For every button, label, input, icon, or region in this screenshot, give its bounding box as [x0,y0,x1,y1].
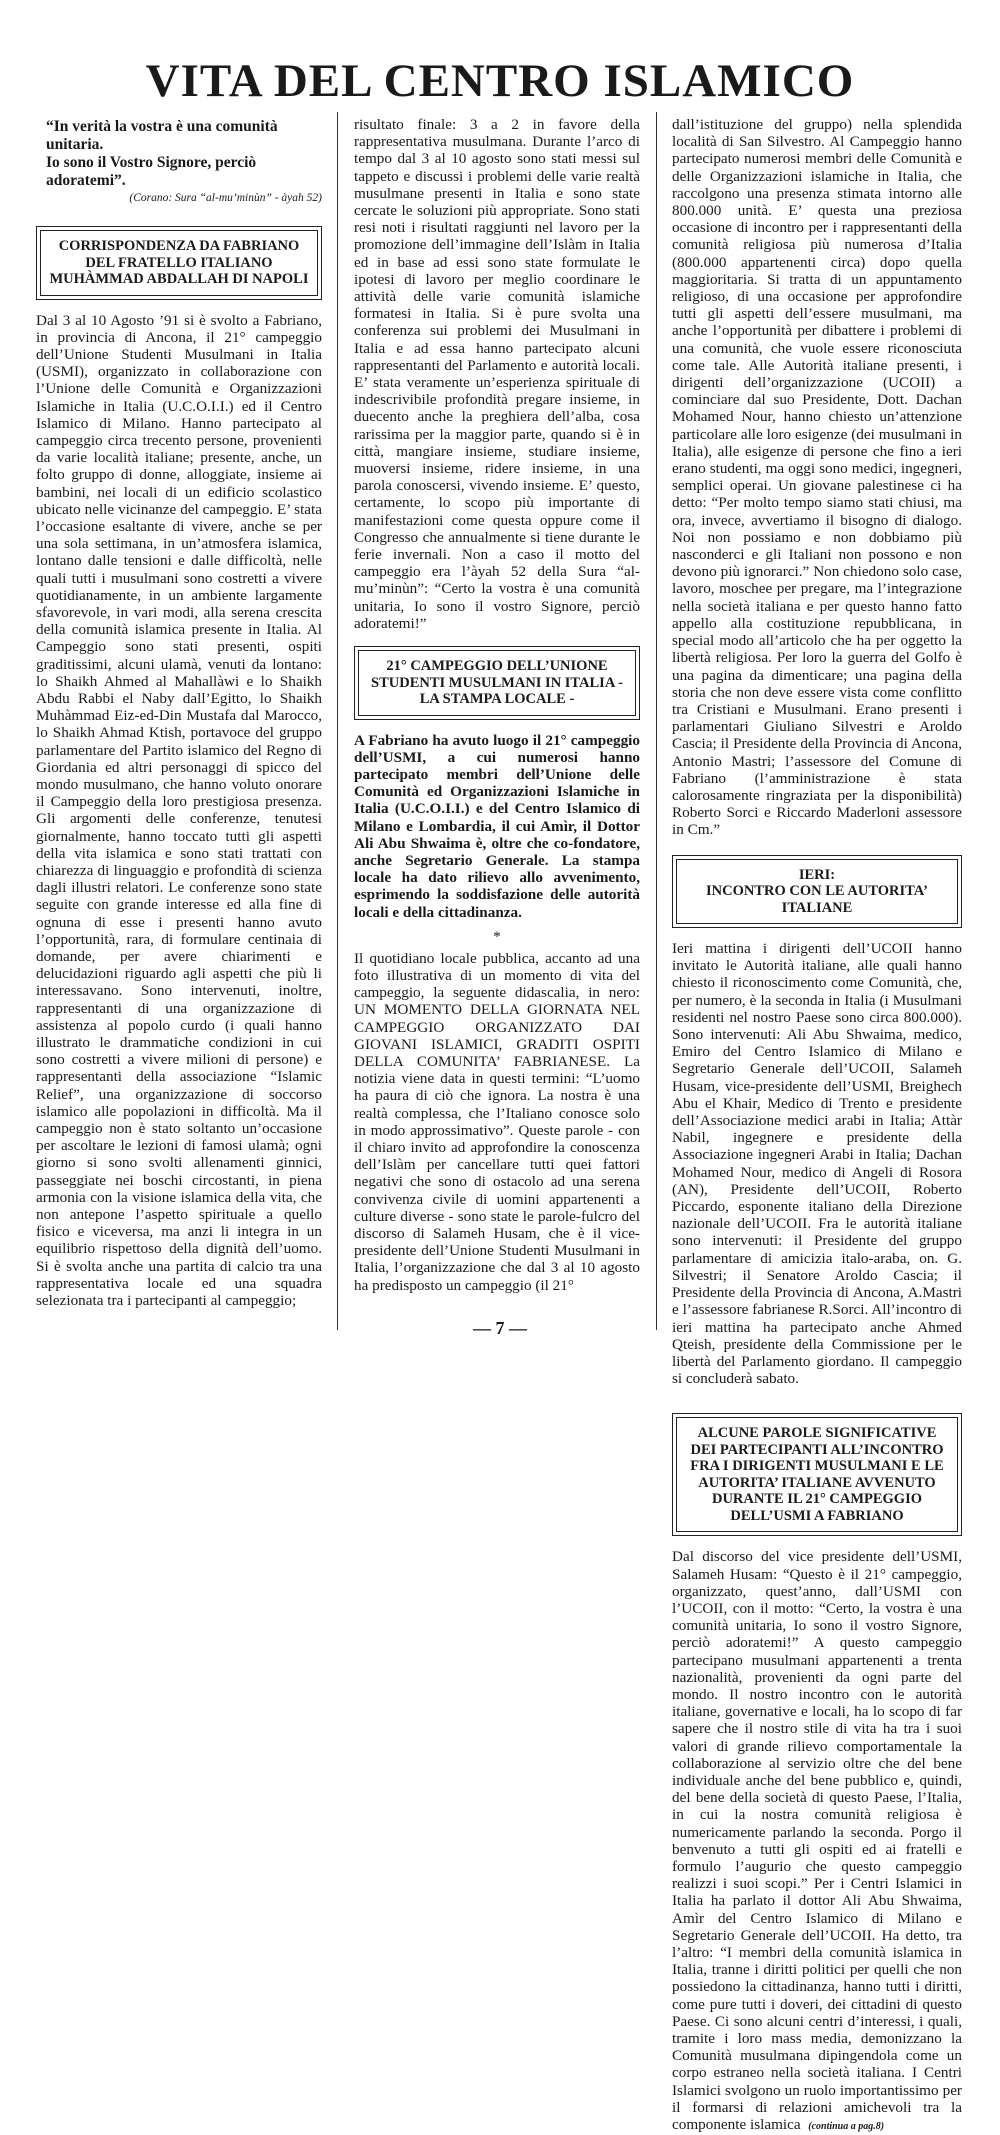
page-number: — 7 — [473,1318,527,1338]
article-text-body: Dal discorso del vice presidente dell’USMI, Salameh Husam: “Questo è il 21° campeggio, organizzato, quest’anno, dall’USMI con l’UCOII, con il motto: “Certo, la vostra è una comunità unitaria, Io sono il vostro Signore, perciò adoratemi!” A questo campeggio partecipano musulmani appartenenti a trenta nazionalità, provenienti da ogni parte del mondo. Il nostro incontro con le autorità italiane, governative e locali, ha lo scopo di far sapere che il nostro stile di vita ha tra i suoi valori di grande rilievo comportamentale la collaborazione al servizio oltre che del bene individuale anche del bene pubblico e, quindi, del bene della società di questo Paese, l’Italia, in cui la nostra comunità religiosa è numericamente parlando la seconda. Porgo il benvenuto a tutti gli ospiti ed ai fratelli e formulo l’augurio che questo campeggio realizzi i suoi scopi.” Per i Centri Islamici in Italia ha parlato il dottor Ali Abu Shwaima, Amìr del Centro Islamico di Milano e Segretario Generale dell’UCOII. Ha detto, tra l’altro: “I membri della comunità islamica in Italia, tranne i diritti politici per quelli che non possiedono la cittadinanza, hanno tutti i diritti, come pure tutti i doveri, dei cittadini di questo Paese. Ci sono alcuni centri d’interessi, i quali, tramite i loro mass media, demonizzano la Comunità musulmana dipingendola come un corpo estraneo nella società italiana. I Centri Islamici svolgono un ruolo importantissimo per il formarsi di relazioni amichevoli tra la componente islamica [672,1548,962,2134]
quote-line: “In verità la vostra è una comunità unitaria. [46,118,278,153]
article-text [672,1548,962,2135]
section-heading-box [672,855,962,929]
section-heading-box [672,1413,962,1536]
lead-paragraph: A Fabriano ha avuto luogo il 21° campeggio dell’USMI, a cui numerosi hanno partecipato membri dell’Unione delle Comunità ed Organizzazioni Islamiche in Italia (U.C.O.I.I.) e del Centro Islamico di Milano e Lombardia, il cui Amìr, il Dottor Ali Abu Shwaima è, oltre che co-fondatore, anche Segretario Generale. La stampa locale ha dato rilievo allo avvenimento, esprimendo la soddisfazione delle autorità locali e della cittadinanza. [354,731,640,921]
column-3 [672,116,962,2135]
continued-note: (continua a pag.8) [808,2121,885,2133]
quote-citation: (Corano: Sura “al-mu’minùn” - àyah 52) [129,192,322,204]
article-text-continued: risultato finale: 3 a 2 in favore della rappresentativa musulmana. Durante l’arco di tempo dal 3 al 10 agosto sono stati messi sul tappeto e discussi i problemi delle varie realtà musulmane presenti in Italia e sono state cercate le soluzioni più appropriate. Sono stati resi noti i risultati raggiunti nel lavoro per la promozione dell’immagine dell’Islàm in Italia ed in base ad essi sono state formulate le ipotesi di lavoro per meglio coordinare le attività delle varie comunità islamiche formatesi in Italia. Si è pure svolta una conferenza sui problemi dei Musulmani in Italia e ad essa hanno partecipato alcuni rappresentanti del Parlamento e autorità locali. E’ stata veramente un’esperienza spirituale di indescrivibile profondità pregare insieme, in duecento anche la preghiera dell’alba, cosa rarissima per la maggior parte, quando si è in città, mangiare insieme, studiare insieme, muoversi insieme, ridere insieme, in una parola conoscersi, vivendo insieme. E’ questo, certamente, lo scopo più importante di manifestazioni come questa oppure come il Congresso che annualmente si tiene durante le ferie invernali. Non a caso il motto del campeggio era l’àyah 52 della Sura “al-mu’minùn”: “Certo la vostra è una comunità unitaria, Io sono il vostro Signore, perciò adoratemi!” [354,116,640,632]
section-heading: ALCUNE PAROLE SIGNIFICATIVE DEI PARTECIPANTI ALL’INCONTRO FRA I DIRIGENTI MUSULMANI E LE AUTORITA’ ITALIANE AVVENUTO DURANTE IL 21° CAMPEGGIO DELL’USMI A FABRIANO [676,1417,958,1532]
column-1 [36,118,322,1309]
section-heading-box [354,646,640,720]
section-heading: 21° CAMPEGGIO DELL’UNIONE STUDENTI MUSULMANI IN ITALIA - LA STAMPA LOCALE - [358,650,636,716]
article-text: Dal 3 al 10 Agosto ’91 si è svolto a Fabriano, in provincia di Ancona, il 21° campeggio dell’Unione Studenti Musulmani in Italia (USMI), organizzato in collaborazione con l’Unione delle Comunità e Organizzazioni Islamiche in Italia (U.C.O.I.I.) ed il Centro Islamico di Milano. Hanno partecipato al campeggio circa trecento persone, provenienti da varie località italiane; presente, anche, un folto gruppo di donne, alloggiate, insieme ai bambini, nei locali di un edificio scolastico ubicato nelle vicinanze del campeggio. E’ stata l’occasione esaltante di vivere, anche se per una sola settimana, in un’atmosfera islamica, lontano dalle tensioni e dalle difficoltà, nelle quali tutti i musulmani sono costretti a vivere quotidianamente, in un ambiente largamente sfavorevole, in vari modi, alla serena crescita della comunità islamica presente in Italia. Al Campeggio sono stati presenti, ospiti graditissimi, alcuni ulamà, venuti da lontano: lo Shaikh Ahmed al Mahallàwi e lo Shaikh Abdu Rabbi el Naby dall’Egitto, lo Shaikh Muhàmmad Eiz-ed-Din Mustafa dal Marocco, lo Shaikh Ahmad Ktish, portavoce del gruppo parlamentare del Partito islamico del Regno di Giordania ed altri personaggi di spicco del mondo musulmano, che hanno voluto onorare il Campeggio della loro prestigiosa presenza. Gli argomenti delle conferenze, tenutesi giornalmente, hanno toccato tutti gli aspetti della vita islamica e sono stati trattati con chiarezza di linguaggio e profondità di scienza dagli illustri relatori. Le conferenze sono state seguite con grande interesse ed alla fine di ognuna di esse i presenti hanno avuto l’opportunità, rara, di formulare centinaia di domande, per avere chiarimenti e delucidazioni riguardo agli aspetti che più li interessavano. Sono intervenuti, inoltre, rappresentanti di una organizzazione di assistenza al popolo curdo (i quali hanno illustrato le drammatiche condizioni in cui sono costretti a vivere milioni di persone) e rappresentanti della associazione “Islamic Relief”, una organizzazione di soccorso islamico alle popolazioni in difficoltà. Ma il campeggio non è stato soltanto un’occasione per ascoltare le lezioni di famosi ulamà; ogni giorno si sono svolti allenamenti ginnici, passeggiate nei boschi circostanti, in piena armonia con la visione islamica della vita, che non antepone l’aspetto spirituale a quello fisico e viceversa, ma anzi li integra in un equilibrio rispettoso della dignità dell’uomo. Si è svolta anche una partita di calcio tra una rappresentativa locale ed una squadra selezionata tra i partecipanti al campeggio; [36,311,322,1310]
column-divider [656,112,657,1330]
section-heading: CORRISPONDENZA DA FABRIANO DEL FRATELLO ITALIANO MUHÀMMAD ABDALLAH DI NAPOLI [40,230,318,296]
article-text: Ieri mattina i dirigenti dell’UCOII hanno invitato le Autorità italiane, alle quali hanno chiesto il riconoscimento come Comunità, che, per numero, è la seconda in Italia (i Musulmani residenti nel nostro Paese sono circa 800.000). Sono intervenuti: Ali Abu Shwaima, medico, Emiro del Centro Islamico di Milano e Segretario Generale dell’UCOII, Salameh Husam, vice-presidente dell’USMI, Breighech Abu el Khair, Medico di Trento e presidente dell’Associazione medici arabi in Italia; Attàr Nabil, ingegnere e presidente della Associazione ingegneri Arabi in Italia; Dachan Mohamed Nour, medico di Angeli di Rosora (AN), Presidente dell’UCOII, Roberto Piccardo, esponente italiano della Direzione nazionale dell’UCOII. Fra le autorità italiane sono intervenuti: il Presidente del gruppo parlamentare di amicizia italo-araba, on. G. Silvestri; il Senatore Aroldo Cascia; il Presidente della Provincia di Ancona, A.Mastri e l’assessore fabrianese R.Sorci. All’incontro di ieri mattina ha partecipato anche Ahmed Qteish, presidente della Commissione per le libertà del Parlamento giordano. Il campeggio si concluderà sabato. [672,940,962,1388]
quote-line: Io sono il Vostro Signore, perciò adoratemi”. [46,154,257,189]
heading-line: IERI: [798,866,836,883]
heading-line: INCONTRO CON LE AUTORITA’ ITALIANE [706,883,928,916]
page-title: VITA DEL CENTRO ISLAMICO [145,55,855,107]
column-divider [337,112,338,1330]
section-heading [676,859,958,925]
opening-quote [46,118,322,190]
article-text-continued: dall’istituzione del gruppo) nella splendida località di San Silvestro. Al Campeggio hanno partecipato numerosi membri delle Comunità e delle Organizzazioni islamiche in Italia, che raccolgono una presenza stimata intorno alle 800.000 unità. E’ questa una preziosa occasione di incontro per i rappresentanti della comunità religiosa più numerosa d’Italia (800.000 appartenenti circa) dopo quella maggioritaria. Si tratta di un appuntamento religioso, di una occasione per approfondire tutti gli aspetti dell’essere musulmani, ma anche l’opportunità per dibattere i problemi di una comunità, che vuole essere riconosciuta come tale. Alle Autorità italiane presenti, i dirigenti dell’organizzazione (UCOII) a cominciare dal suo Presidente, Dott. Dachan Mohamed Nour, hanno chiesto un’attenzione particolare alle loro esigenze (dei musulmani in Italia), alle esigenze di persone che fino a ieri erano studenti, ma oggi sono medici, ingegneri, semplici operai. Un giovane palestinese ci ha detto: “Per molto tempo siamo stati chiusi, ma ora, invece, avvertiamo il bisogno di dialogo. Noi non possiamo e non dobbiamo più nasconderci e gli Italiani non possono e non devono più ignorarci.” Non chiedono solo case, lavoro, moschee per pregare, ma l’integrazione nella società italiana e per questo hanno fatto appello alla costituzione repubblicana, in special modo all’articolo che ha per oggetto la libertà religiosa. Per loro la guerra del Golfo è una pagina da dimenticare; una pagina della storia che non deve essere vista come conflitto tra Cristiani e Musulmani. Erano presenti i parlamentari Giuliano Silvestri e Aroldo Cascia; il Presidente della Provincia di Ancona, Antonio Mastri; l’assessore del Comune di Fabriano (l’amministrazione è stata calorosamente ringraziata per la disponibilità) Roberto Sorci e Riccardo Maderloni assessore in Cm.” [672,116,962,839]
separator: * [493,928,501,945]
column-2 [354,116,640,1294]
section-heading-box [36,226,322,300]
article-text: Il quotidiano locale pubblica, accanto ad una foto illustrativa di un momento di vita del campeggio, la seguente didascalia, in nero: UN MOMENTO DELLA GIORNATA NEL CAMPEGGIO ORGANIZZATO DAI GIOVANI ISLAMICI, GRADITI OSPITI DELLA COMUNITA’ FABRIANESE. La notizia viene data in questi termini: “L’uomo ha paura di ciò che ignora. La nostra è una realtà complessa, che l’Italiano conosce solo in modo approssimativo”. Queste parole - con il chiaro invito ad approfondire la conoscenza dell’Islàm per cancellare tutti quei fattori negativi che sono di ostacolo ad una serena convivenza civile di uomini appartenenti a culture diverse - sono state le parole-fulcro del discorso di Salameh Husam, che è il vice-presidente dell’Unione Studenti Musulmani in Italia, l’organizzazione che dal 3 al 10 agosto ha predisposto un campeggio (il 21° [354,949,640,1294]
